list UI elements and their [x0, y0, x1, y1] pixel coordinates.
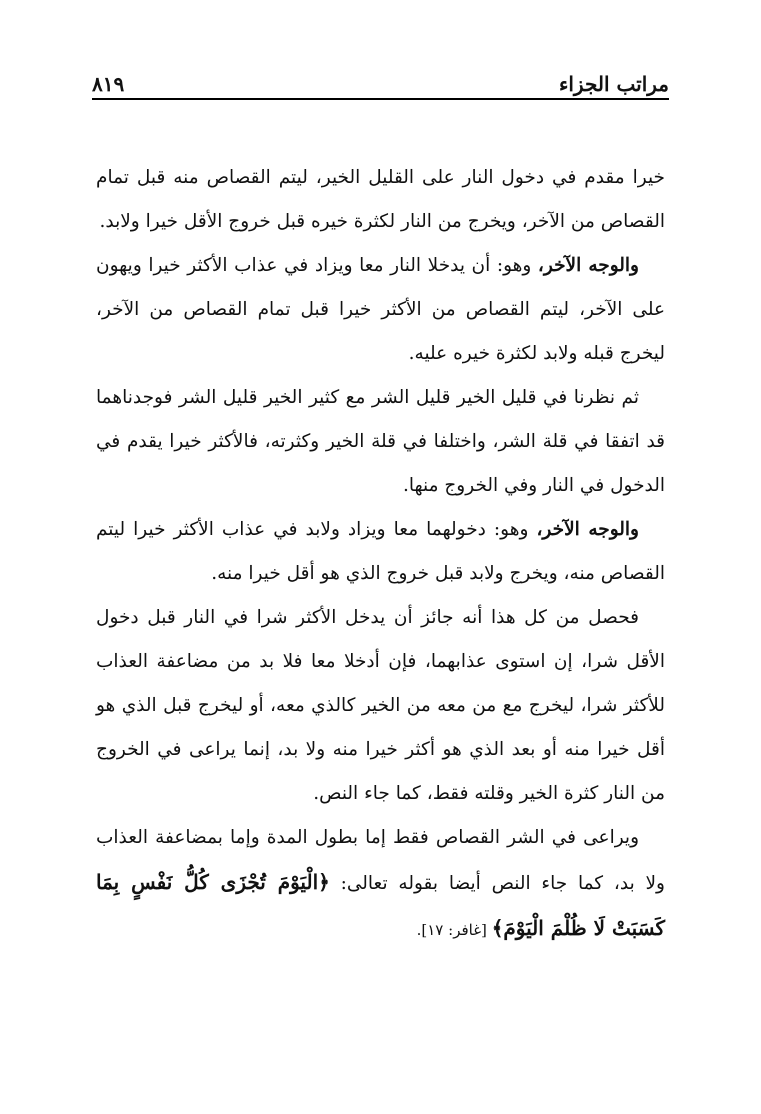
paragraph	[96, 508, 665, 596]
header-rule	[92, 98, 669, 100]
paragraph-text: ويراعى في الشر القصاص فقط إما بطول المدة وإما بمضاعفة العذاب ولا بد، كما جاء النص أيضا بقوله تعالى:	[96, 827, 665, 894]
verse-citation: [غافر: ١٧].	[416, 921, 492, 939]
paragraph-lead: والوجه الآخر،	[536, 519, 639, 540]
paragraph	[96, 156, 665, 244]
paragraph-text: خيرا مقدم في دخول النار على القليل الخير، ليتم القصاص منه قبل تمام القصاص من الآخر، ويخرج من النار لكثرة خيره قبل خروج الأقل خيرا ولابد.	[96, 167, 665, 232]
paragraph-text: فحصل من كل هذا أنه جائز أن يدخل الأكثر شرا في النار قبل دخول الأقل شرا، إن استوى عذابهما، فإن أدخلا معا فلا بد من مضاعفة العذاب للأكثر شرا، ليخرج مع من معه من الخير كالذي معه، أو ليخرج قبل الذي هو أقل خيرا منه أو بعد الذي هو أكثر خيرا منه ولا بد، إنما يراعى في الخروج من النار كثرة الخير وقلته فقط، كما جاء النص.	[96, 607, 665, 804]
page-number: ٨١٩	[92, 72, 125, 96]
paragraph-text: وهو: دخولهما معا ويزاد ولابد في عذاب الأكثر خيرا ليتم القصاص منه، ويخرج ولابد قبل خروج الذي هو أقل خيرا منه.	[96, 519, 665, 584]
paragraph	[96, 376, 665, 508]
page-header	[92, 58, 669, 98]
body-text	[96, 156, 665, 952]
paragraph-text: ثم نظرنا في قليل الخير قليل الشر مع كثير الخير قليل الشر فوجدناهما قد اتفقا في قلة الشر، واختلفا في قلة الخير وكثرته، فالأكثر خيرا يقدم في الدخول في النار وفي الخروج منها.	[96, 387, 665, 496]
paragraph-lead: والوجه الآخر،	[537, 255, 639, 276]
paragraph	[96, 816, 665, 952]
paragraph	[96, 596, 665, 816]
paragraph	[96, 244, 665, 376]
quran-verse: ﴿الْيَوْمَ تُجْزَى كُلُّ نَفْسٍ بِمَا كَسَبَتْ لَا ظُلْمَ الْيَوْمَ﴾	[96, 870, 665, 940]
running-title: مراتب الجزاء	[558, 72, 669, 96]
paragraph-text: وهو: أن يدخلا النار معا ويزاد في عذاب الأكثر خيرا ويهون على الآخر، ليتم القصاص من الأكثر خيرا قبل تمام القصاص من الآخر، ليخرج قبله ولابد لكثرة خيره عليه.	[96, 255, 665, 364]
